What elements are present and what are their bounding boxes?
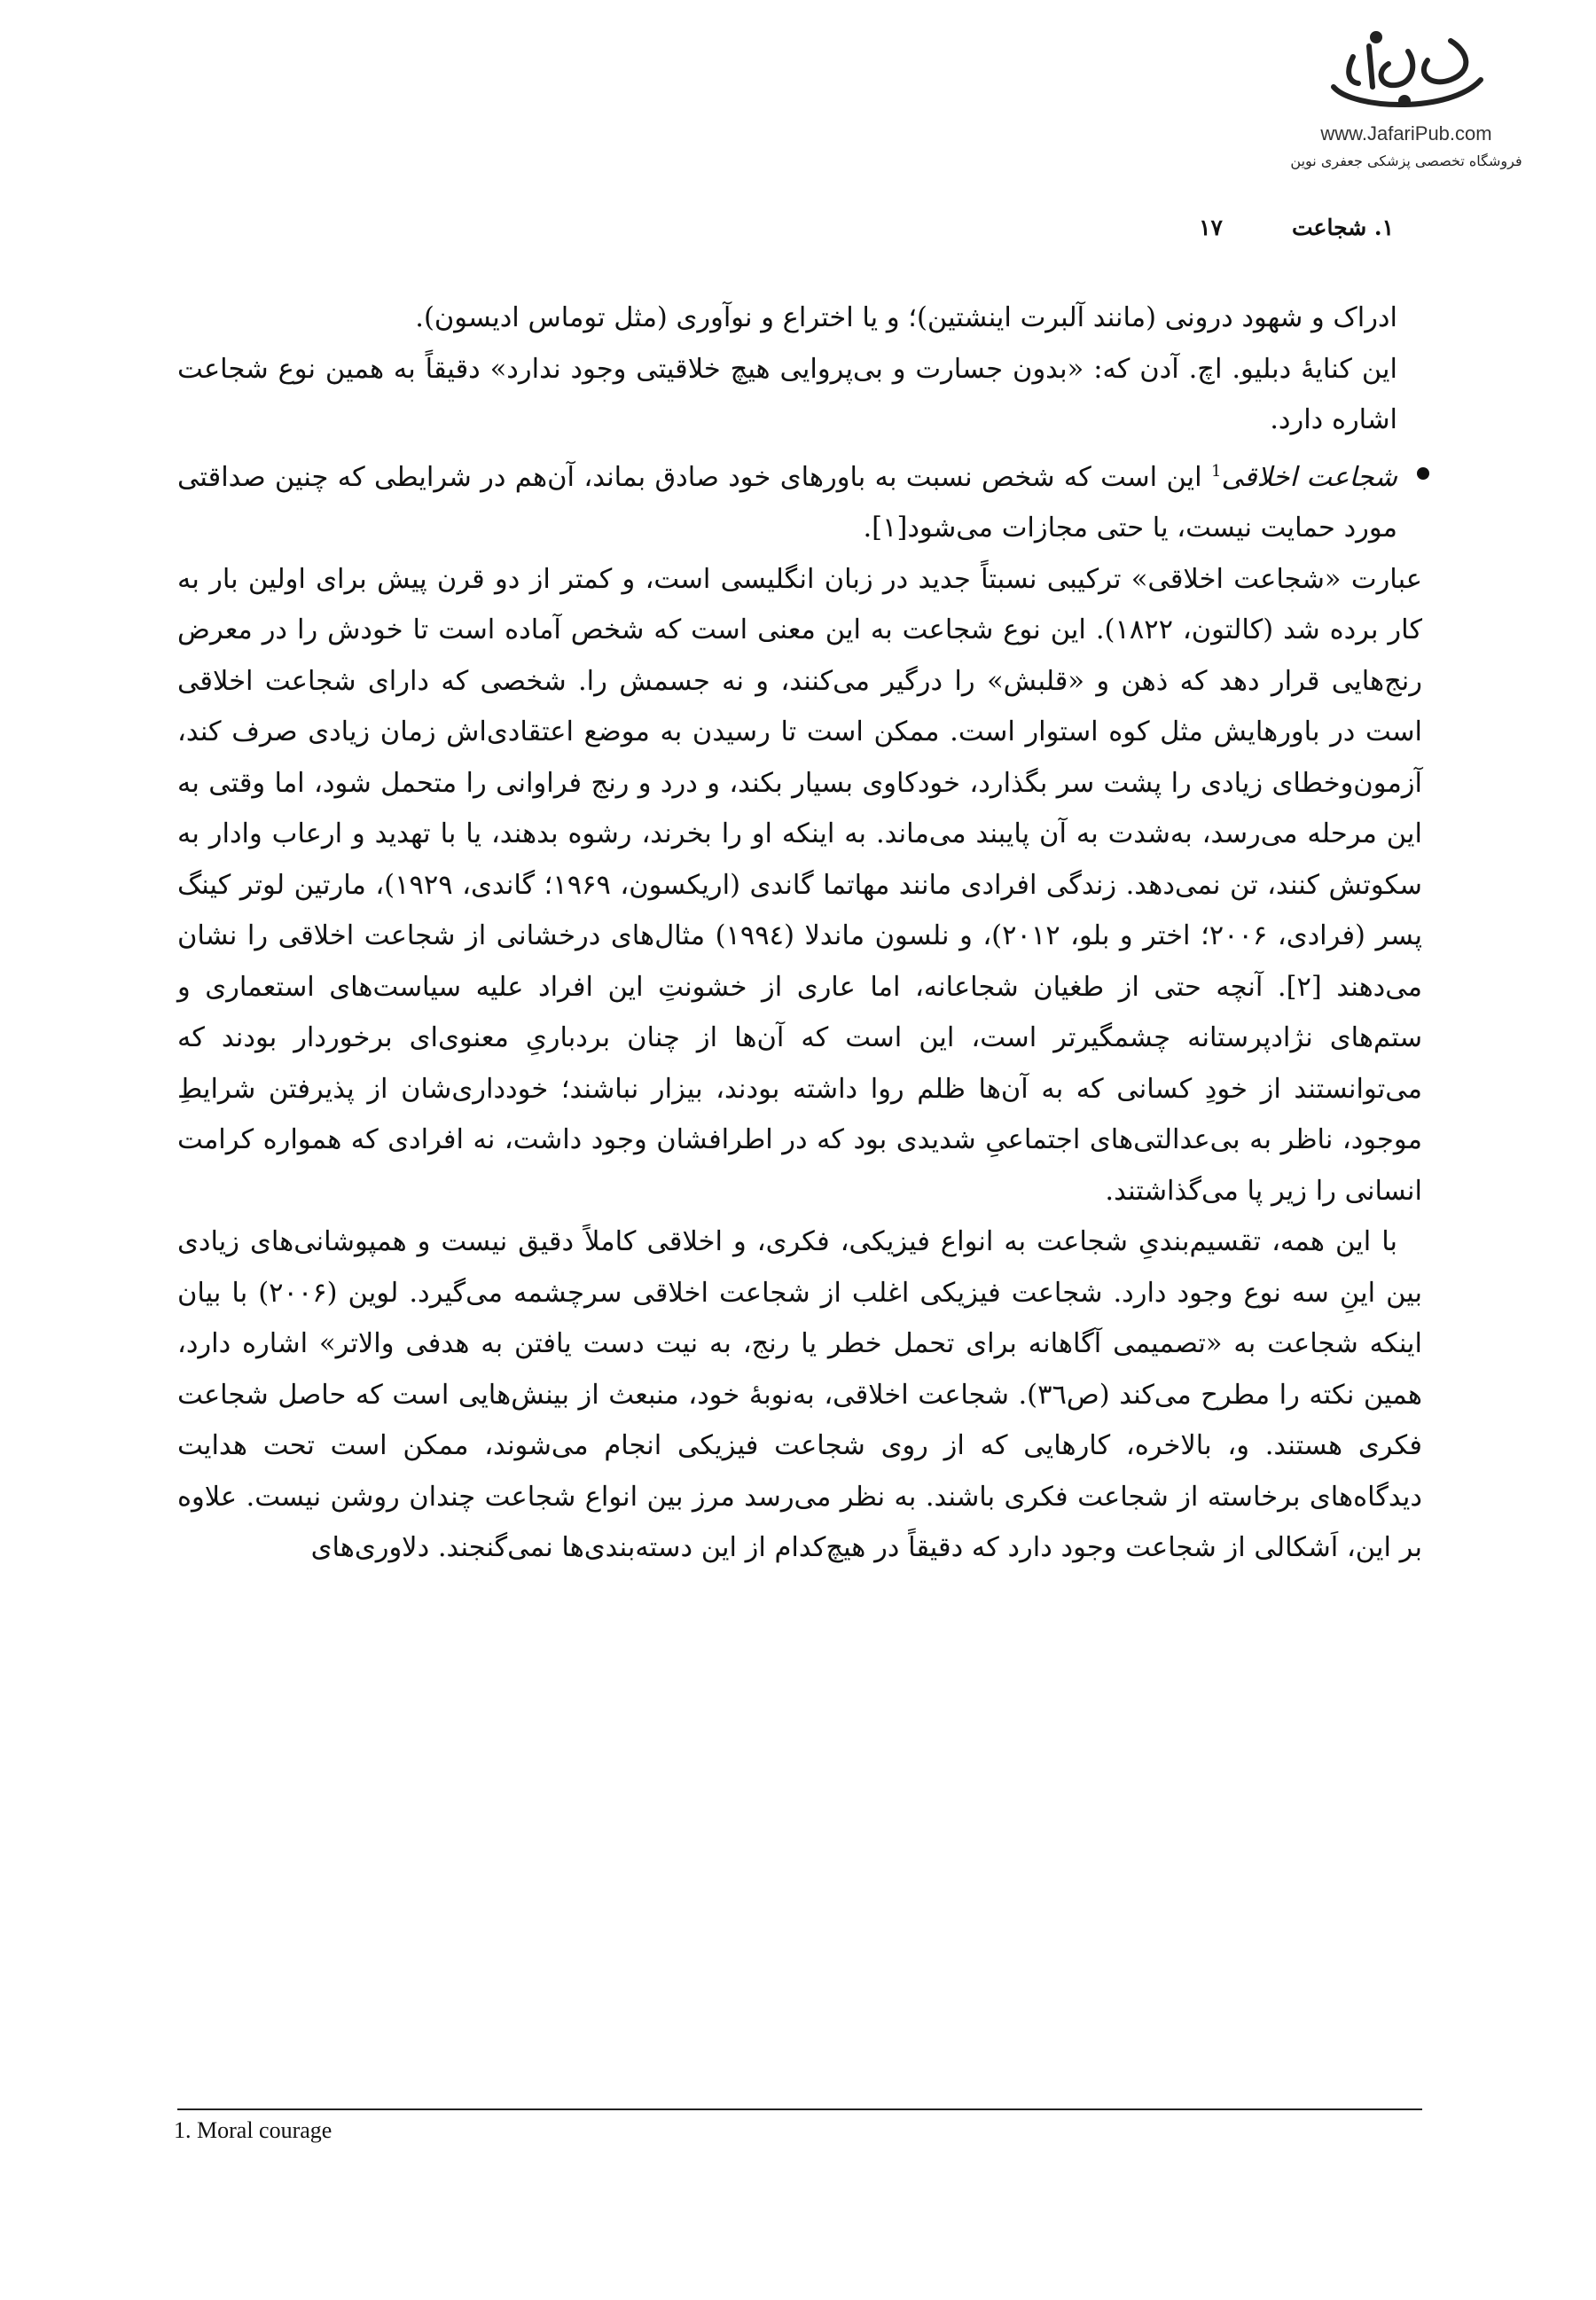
- paragraph-overlap: با این همه، تقسیم‌بندیِ شجاعت به انواع فیزیکی، فکری، و اخلاقی کاملاً دقیق نیست و همپوشانی‌های زیادی بین اینِ سه نوع وجود دارد. شجاعت فیزیکی اغلب از شجاعت اخلاقی سرچشمه می‌گیرد. لوین (۲۰۰۶) با بیان اینکه شجاعت به «تصمیمی آگاهانه برای تحمل خطر یا رنج، به نیت دست یافتن به هدفی والاتر» اشاره دارد، همین نکته را مطرح می‌کند (ص۳٦). شجاعت اخلاقی، به‌نوبهٔ خود، منبعث از بینش‌هایی است که حاصل شجاعت فکری هستند. و، بالاخره، کارهایی که از روی شجاعت فیزیکی انجام می‌شوند، ممکن است تحت هدایت دیدگاه‌های برخاسته از شجاعت فکری باشند. به نظر می‌رسد مرز بین انواع شجاعت چندان روشن نیست. علاوه بر این، اَشکالی از شجاعت وجود دارد که دقیقاً در هیچ‌کدام از این دسته‌بندی‌ها نمی‌گنجند. دلاوری‌های: [177, 1226, 1423, 1564]
- jafari-calligraphy-logo-icon: [1318, 25, 1495, 121]
- footnote-divider: [177, 2108, 1422, 2110]
- running-head: [1199, 215, 1394, 240]
- continued-line: ادراک و شهود درونی (مانند آلبرت اینشتین)؛ و یا اختراع و نوآوری (مثل توماس ادیسون).: [415, 302, 1397, 333]
- bullet-moral-courage: [177, 446, 1422, 554]
- publisher-url[interactable]: www.JafariPub.com: [1320, 122, 1492, 145]
- page-number: ۱۷: [1199, 215, 1223, 240]
- publisher-tagline: فروشگاه تخصصی پزشکی جعفری نوین: [1290, 153, 1522, 169]
- bullet-text: این است که شخص نسبت به باورهای خود صادق بماند، آن‌هم در شرایطی که چنین صداقتی مورد حمایت نیست، یا حتی مجازات می‌شود[۱].: [177, 461, 1397, 544]
- continued-quote: این کنایهٔ دبلیو. اچ. آدن که: «بدون جسارت و بی‌پروایی هیچ خلاقیتی وجود ندارد» دقیقاً به همین نوع شجاعت اشاره دارد.: [177, 353, 1397, 435]
- bullet-term: شجاعت اخلاقی: [1221, 461, 1397, 493]
- footnote: 1. Moral courage: [174, 2117, 332, 2143]
- footnote-ref: 1: [1210, 461, 1222, 481]
- bullet-continuation: [177, 293, 1422, 446]
- publisher-logo: [1273, 25, 1539, 169]
- page-body: [177, 293, 1422, 1574]
- chapter-title: ۱. شجاعت: [1291, 215, 1394, 240]
- paragraph-moral-courage: عبارت «شجاعت اخلاقی» ترکیبی نسبتاً جدید در زبان انگلیسی است، و کمتر از دو قرن پیش برای اولین بار به کار برده شد (کالتون، ۱۸۲۲). این نوع شجاعت به این معنی است که شخص آماده است تا خودش را در معرض رنج‌هایی قرار دهد که ذهن و «قلبش» را درگیر می‌کنند، و نه جسمش را. شخصی که دارای شجاعت اخلاقی است در باورهایش مثل کوه استوار است. ممکن است تا رسیدن به موضع اعتقادی‌اش زمان زیادی صرف کند، آزمون‌وخطای زیادی را پشت سر بگذارد، خودکاوی بسیار بکند، و درد و رنج فراوانی را متحمل شود، اما وقتی به این مرحله می‌رسد، به‌شدت به آن پایبند می‌ماند. به اینکه او را بخرند، رشوه بدهند، یا با تهدید و ارعاب وادار به سکوتش کنند، تن نمی‌دهد. زندگی افرادی مانند مهاتما گاندی (اریکسون، ۱۹۶۹؛ گاندی، ۱۹۲۹)، مارتین لوتر کینگ پسر (فرادی، ۲۰۰۶؛ اختر و بلو، ۲۰۱۲)، و نلسون ماندلا (۱۹۹٤) مثال‌های درخشانی از شجاعت اخلاقی را نشان می‌دهند [۲]. آنچه حتی از طغیان شجاعانه، اما عاری از خشونتِ این افراد علیه سیاست‌های استعماری و ستم‌های نژادپرستانه چشمگیرتر است، این است که آن‌ها از چنان بردباریِ معنوی‌ای برخوردار بودند که می‌توانستند از خودِ کسانی که به آن‌ها ظلم روا داشته بودند، بیزار نباشند؛ خودداری‌شان از پذیرفتن شرایطِ موجود، ناظر به بی‌عدالتی‌های اجتماعیِ شدیدی بود که در اطرافشان وجود داشت، نه افرادی که همواره کرامت انسانی را زیر پا می‌گذاشتند.: [177, 563, 1423, 1207]
- bullet-dot-icon: [1417, 467, 1429, 480]
